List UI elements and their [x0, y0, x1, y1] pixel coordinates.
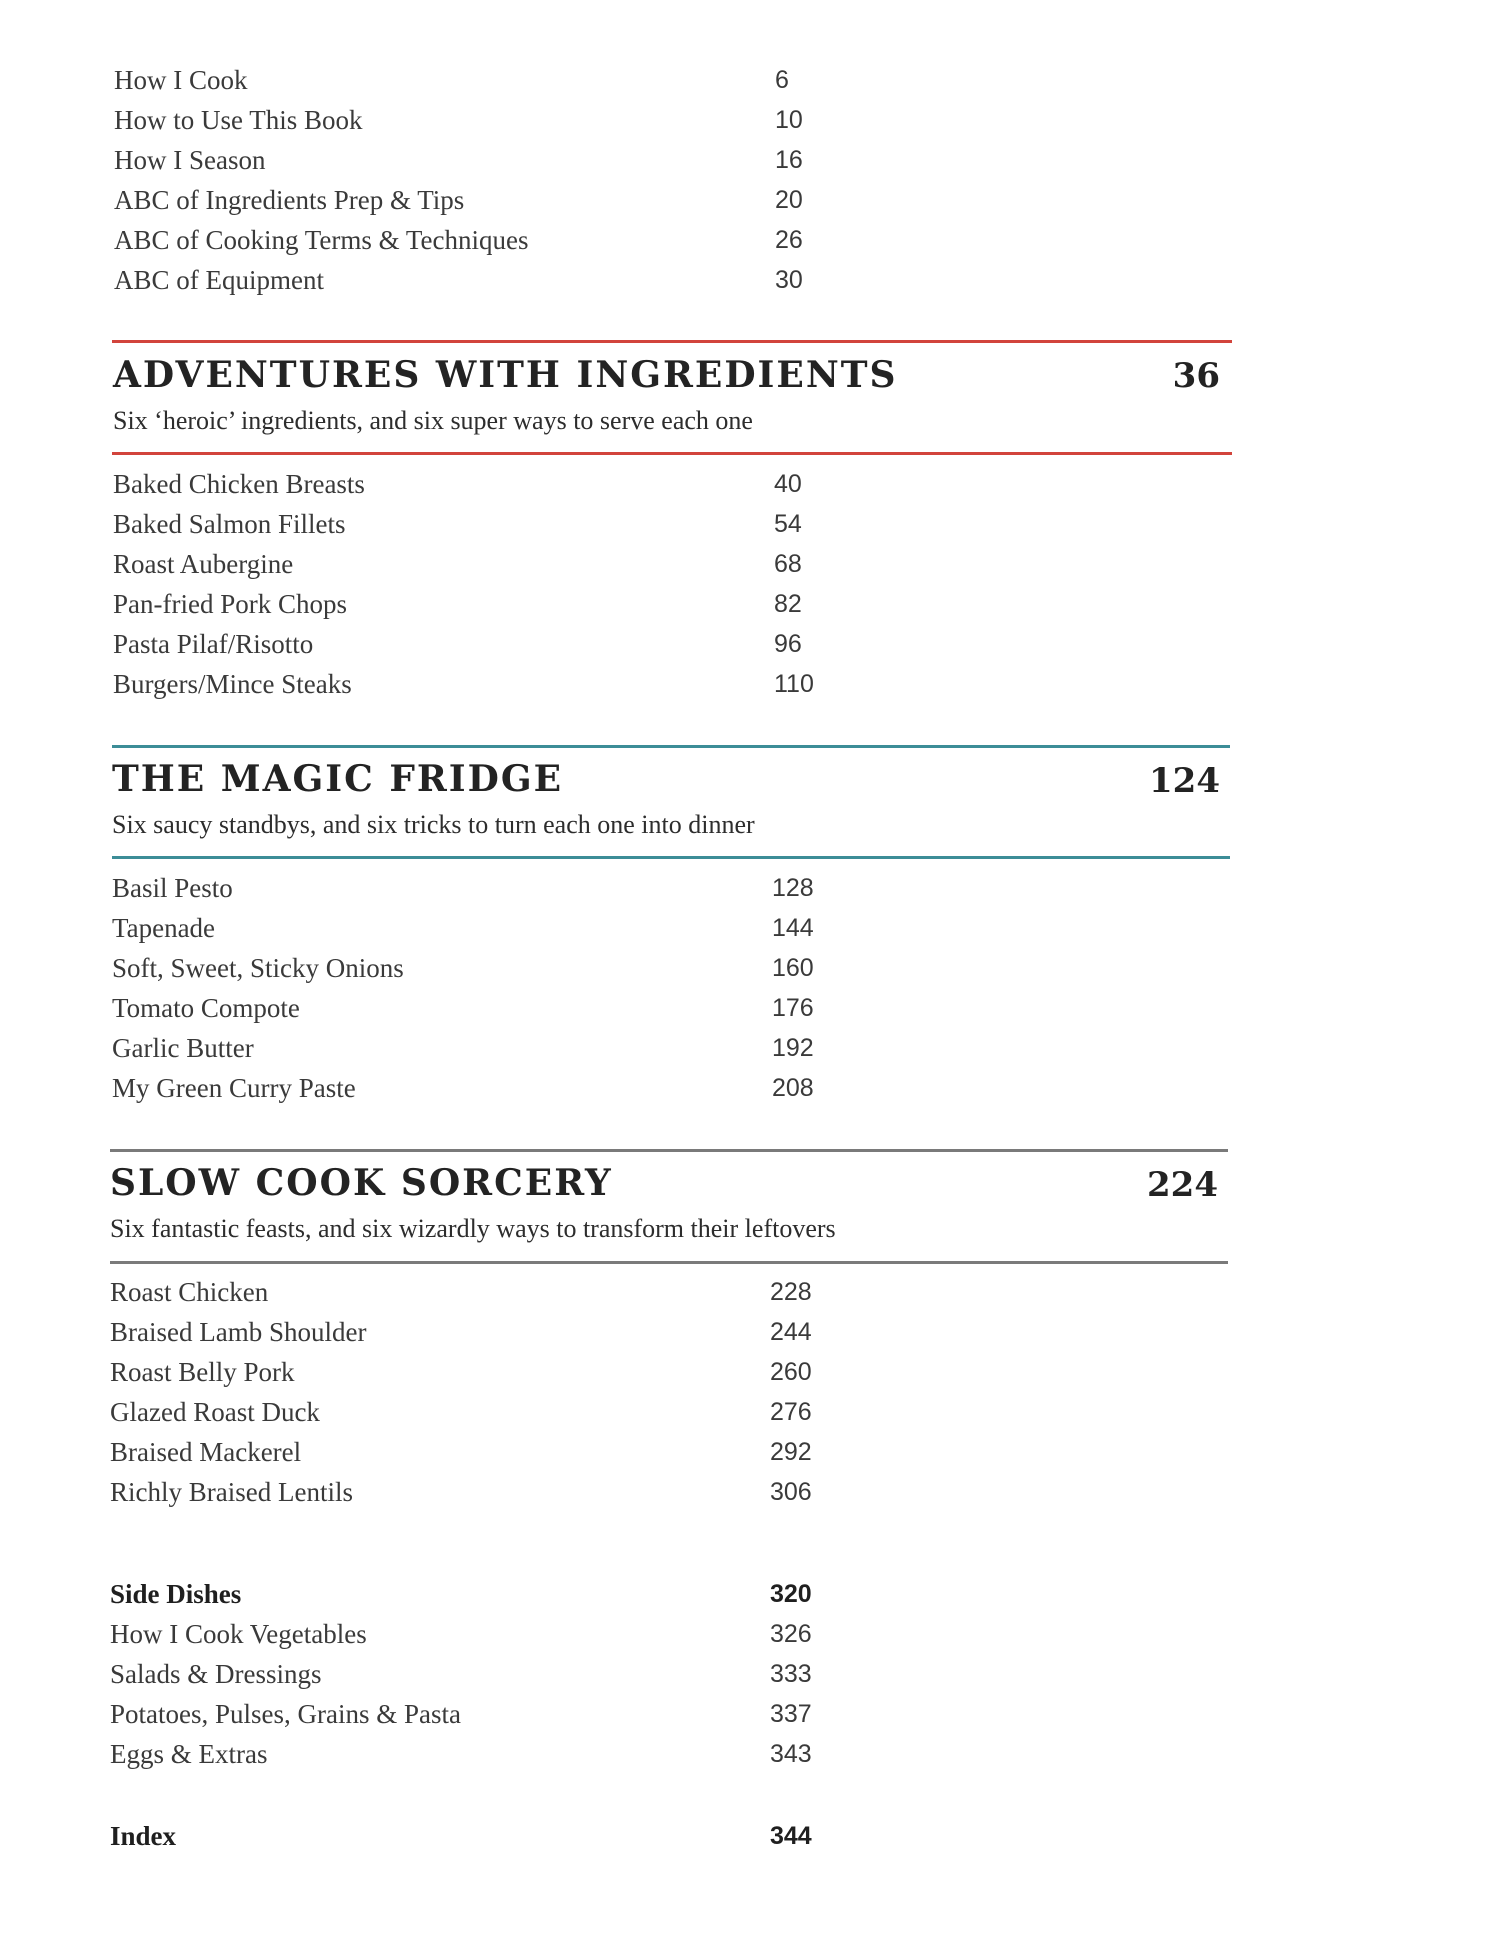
section-title[interactable]: ADVENTURES WITH INGREDIENTS — [113, 354, 898, 396]
section-page-number[interactable]: 124 — [1149, 761, 1220, 801]
toc-entry-title: Pasta Pilaf/Risotto — [113, 629, 314, 659]
toc-entry-page: 344 — [770, 1822, 812, 1850]
toc-entry-title: Soft, Sweet, Sticky Onions — [112, 953, 404, 983]
toc-entry-title: How I Season — [114, 145, 266, 175]
toc-entry-page: 343 — [770, 1740, 812, 1768]
toc-entry-page: 208 — [772, 1074, 814, 1102]
section-divider-top — [112, 340, 1232, 343]
toc-entry-page: 292 — [770, 1438, 812, 1466]
toc-entry-title: Braised Lamb Shoulder — [110, 1317, 367, 1347]
toc-entry-page: 40 — [774, 470, 802, 498]
toc-entry-page: 144 — [772, 914, 814, 942]
toc-entry-title: Basil Pesto — [112, 873, 233, 903]
toc-entry-page: 160 — [772, 954, 814, 982]
toc-entry-page: 128 — [772, 874, 814, 902]
section-subtitle: Six saucy standbys, and six tricks to turn each one into dinner — [112, 810, 755, 839]
section-divider-bottom — [112, 452, 1232, 455]
toc-entry-page: 333 — [770, 1660, 812, 1688]
toc-entry-title: How I Cook Vegetables — [110, 1619, 367, 1649]
toc-entry-title: Glazed Roast Duck — [110, 1397, 320, 1427]
toc-entry-title: Braised Mackerel — [110, 1437, 302, 1467]
toc-entry-page: 10 — [775, 106, 803, 134]
toc-entry-title: Baked Chicken Breasts — [113, 469, 365, 499]
toc-entry-page: 68 — [774, 550, 802, 578]
toc-entry-title: Roast Aubergine — [113, 549, 294, 579]
toc-entry-page: 54 — [774, 510, 802, 538]
toc-entry-title: Eggs & Extras — [110, 1739, 268, 1769]
section-subtitle: Six ‘heroic’ ingredients, and six super ways to serve each one — [113, 406, 753, 435]
toc-entry-page: 228 — [770, 1278, 812, 1306]
section-divider-top — [112, 745, 1230, 748]
toc-entry-title: Baked Salmon Fillets — [113, 509, 346, 539]
toc-entry-page: 20 — [775, 186, 803, 214]
toc-entry-title: Garlic Butter — [112, 1033, 254, 1063]
toc-entry-title: Roast Belly Pork — [110, 1357, 295, 1387]
toc-entry-page: 26 — [775, 226, 803, 254]
toc-entry-page: 276 — [770, 1398, 812, 1426]
toc-entry-title: Potatoes, Pulses, Grains & Pasta — [110, 1699, 461, 1729]
toc-entry-page: 326 — [770, 1620, 812, 1648]
section-divider-bottom — [110, 1261, 1228, 1264]
toc-entry-page: 176 — [772, 994, 814, 1022]
toc-entry-title: Side Dishes — [110, 1579, 242, 1609]
toc-entry-page: 16 — [775, 146, 803, 174]
section-title[interactable]: SLOW COOK SORCERY — [110, 1162, 613, 1204]
toc-entry-page: 110 — [774, 670, 814, 698]
section-title[interactable]: THE MAGIC FRIDGE — [112, 758, 564, 800]
toc-entry-page: 306 — [770, 1478, 812, 1506]
section-divider-top — [110, 1149, 1228, 1152]
toc-entry-title: My Green Curry Paste — [112, 1073, 356, 1103]
toc-entry-title: Roast Chicken — [110, 1277, 269, 1307]
toc-entry-page: 244 — [770, 1318, 812, 1346]
toc-entry-page: 96 — [774, 630, 802, 658]
toc-entry-title: Tapenade — [112, 913, 216, 943]
toc-entry-page: 30 — [775, 266, 803, 294]
toc-entry-title: Index — [110, 1821, 177, 1851]
section-page-number[interactable]: 224 — [1147, 1165, 1218, 1205]
toc-entry-page: 6 — [775, 66, 789, 94]
toc-entry-page: 260 — [770, 1358, 812, 1386]
toc-entry-title: Pan-fried Pork Chops — [113, 589, 347, 619]
toc-entry-title: ABC of Ingredients Prep & Tips — [114, 185, 465, 215]
toc-entry-title: Salads & Dressings — [110, 1659, 322, 1689]
toc-entry-page: 192 — [772, 1034, 814, 1062]
section-page-number[interactable]: 36 — [1172, 356, 1220, 396]
toc-entry-title: ABC of Cooking Terms & Techniques — [114, 225, 529, 255]
toc-entry-title: Richly Braised Lentils — [110, 1477, 353, 1507]
toc-entry-page: 337 — [770, 1700, 812, 1728]
toc-entry-title: How to Use This Book — [114, 105, 363, 135]
toc-entry-title: Burgers/Mince Steaks — [113, 669, 352, 699]
section-divider-bottom — [112, 856, 1230, 859]
toc-entry-page: 320 — [770, 1580, 812, 1608]
toc-entry-title: Tomato Compote — [112, 993, 300, 1023]
toc-entry-title: How I Cook — [114, 65, 248, 95]
section-subtitle: Six fantastic feasts, and six wizardly ways to transform their leftovers — [110, 1214, 836, 1243]
toc-entry-title: ABC of Equipment — [114, 265, 324, 295]
toc-entry-page: 82 — [774, 590, 802, 618]
